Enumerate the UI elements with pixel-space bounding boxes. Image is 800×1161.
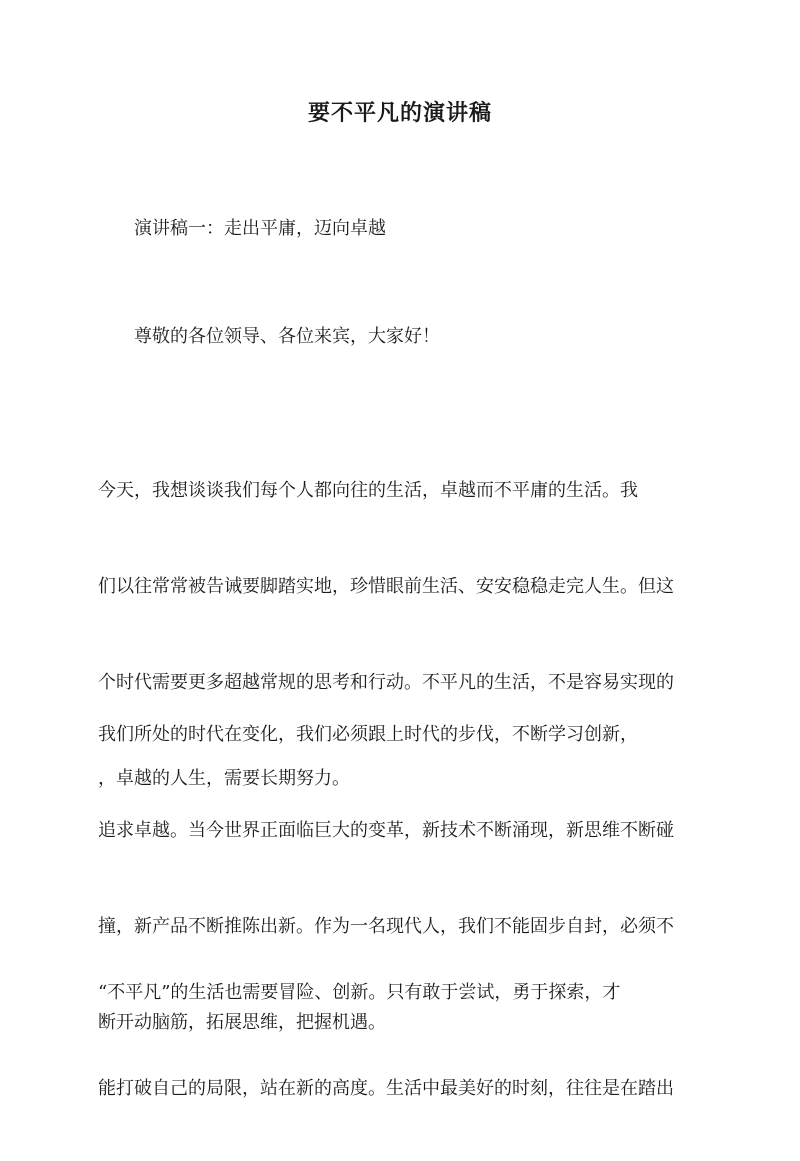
speech-heading: 演讲稿一：走出平庸，迈向卓越: [134, 218, 386, 239]
paragraph-line: 断开动脑筋，拓展思维，把握机遇。: [98, 1012, 386, 1033]
paragraph-line: 能打破自己的局限，站在新的高度。生活中最美好的时刻，往往是在踏出: [98, 1078, 674, 1099]
paragraph-line: 们以往常常被告诫要脚踏实地，珍惜眼前生活、安安稳稳走完人生。但这: [98, 576, 674, 597]
paragraph-line: “不平凡”的生活也需要冒险、创新。只有敢于尝试，勇于探索，才: [98, 982, 621, 1003]
paragraph-line: ，卓越的人生，需要长期努力。: [98, 768, 350, 789]
page-title: 要不平凡的演讲稿: [307, 100, 492, 126]
paragraph-line: 追求卓越。当今世界正面临巨大的变革，新技术不断涌现，新思维不断碰: [98, 820, 674, 841]
greeting-line: 尊敬的各位领导、各位来宾，大家好！: [134, 326, 440, 347]
paragraph-line: 我们所处的时代在变化，我们必须跟上时代的步伐，不断学习创新，: [98, 724, 638, 745]
paragraph-line: 今天，我想谈谈我们每个人都向往的生活，卓越而不平庸的生活。我: [98, 480, 638, 501]
paragraph-line: 个时代需要更多超越常规的思考和行动。不平凡的生活，不是容易实现的: [98, 672, 674, 693]
paragraph-3: [98, 921, 703, 1161]
paragraph-line: 撞，新产品不断推陈出新。作为一名现代人，我们不能固步自封，必须不: [98, 916, 674, 937]
